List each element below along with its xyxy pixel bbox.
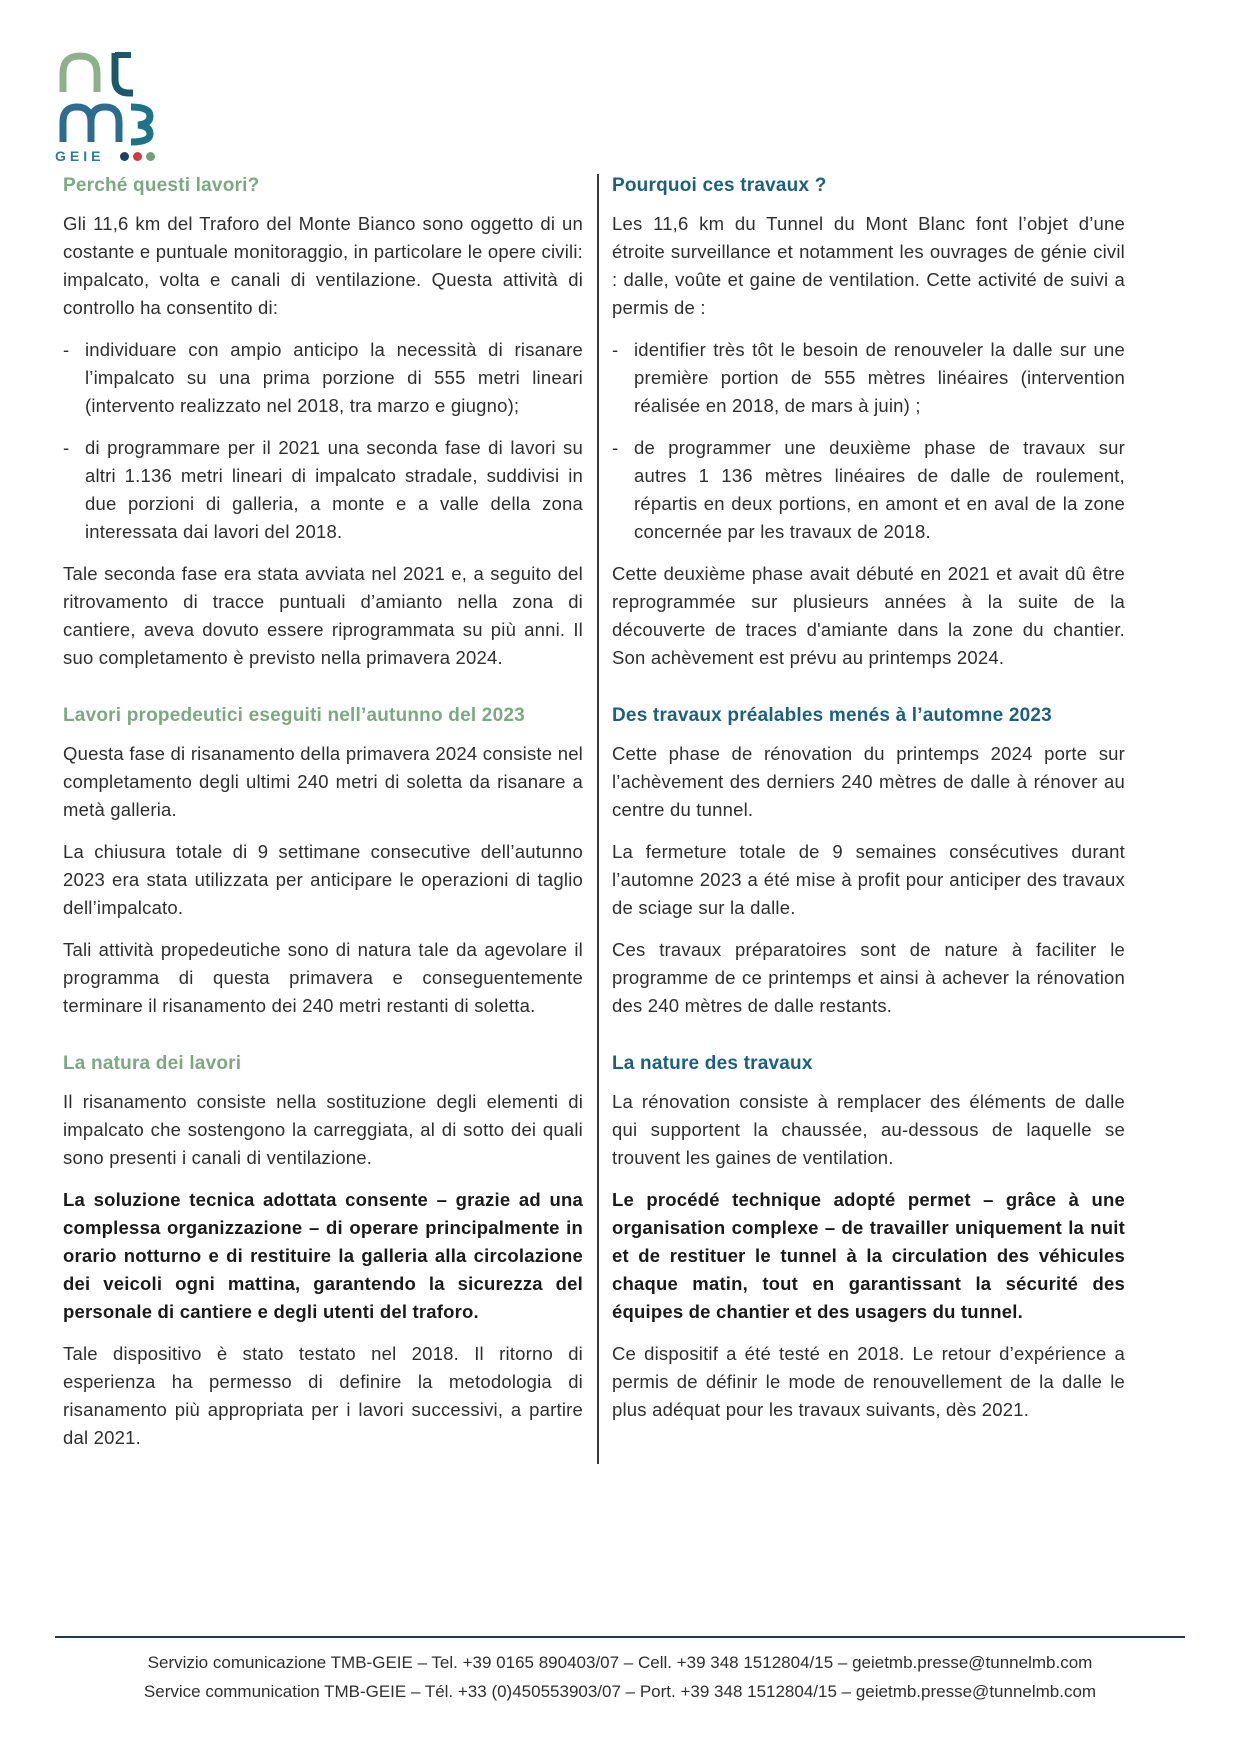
para-tested-2018-fr: Ce dispositif a été testé en 2018. Le retour d’expérience a permis de définir le mode de renouvellement de la dalle le plus adéquat pour les travaux suivants, dès 2021. xyxy=(612,1343,1125,1420)
bilingual-content xyxy=(63,172,1125,1466)
para-monitoring-fr: Les 11,6 km du Tunnel du Mont Blanc font l’objet d’une étroite surveillance et notamment les ouvrages de génie civil : dalle, voûte et gaine de ventilation. Cette activité de suivi a permis de : xyxy=(612,213,1125,318)
logo-letter-b xyxy=(131,107,150,142)
para-asbestos-reprogramming-it: Tale seconda fase era stata avviata nel 2021 e, a seguito del ritrovamento di tracce puntuali d’amianto nella zona di cantiere, aveva dovuto essere riprogrammata su più anni. Il suo completamento è previsto nella primavera 2024. xyxy=(63,563,583,668)
footer-line-italian: Servizio comunicazione TMB-GEIE – Tel. +39 0165 890403/07 – Cell. +39 348 1512804/15 – geietmb.presse@tunnelmb.com xyxy=(147,1653,1093,1672)
heading-why-these-works-fr: Pourquoi ces travaux ? xyxy=(612,175,827,196)
logo-dot-navy-icon xyxy=(120,152,129,161)
columns-grid xyxy=(63,172,1125,1466)
heading-nature-of-works-it: La natura dei lavori xyxy=(63,1053,242,1074)
bullet-marker: - xyxy=(612,437,619,458)
para-asbestos-reprogramming-fr: Cette deuxième phase avait débuté en 2021 et avait dû être reprogrammée sur plusieurs années à la suite de la découverte de traces d'amiante dans la zone du chantier. Son achèvement est prévu au printemps 2024. xyxy=(612,563,1125,668)
para-deck-replacement-fr: La rénovation consiste à remplacer des éléments de dalle qui supportent la chaussée, au-dessous de laquelle se trouvent les gaines de ventilation. xyxy=(612,1091,1125,1168)
bullet-first-portion-it: - individuare con ampio anticipo la necessità di risanare l’impalcato su una prima porzione di 555 metri lineari (intervento realizzato nel 2018, tra marzo e giugno); xyxy=(63,336,583,434)
footer-contacts xyxy=(0,1648,1240,1706)
logo-dot-green-icon xyxy=(146,152,155,161)
bullet-second-phase-fr: - de programmer une deuxième phase de travaux sur autres 1 136 mètres linéaires de dalle de roulement, répartis en deux portions, en amont et en aval de la zone concernée par les travaux de 2018. xyxy=(612,434,1125,560)
para-preparatory-works-fr: Ces travaux préparatoires sont de nature à faciliter le programme de ce printemps et ainsi à achever la rénovation des 240 mètres de dalle restants. xyxy=(612,939,1125,1016)
heading-preliminary-works-fr: Des travaux préalables menés à l’automne 2023 xyxy=(612,705,1052,726)
heading-preliminary-works-it: Lavori propedeutici eseguiti nell’autunno del 2023 xyxy=(63,705,525,726)
logo-dots xyxy=(120,152,155,161)
para-technical-solution-fr: Le procédé technique adopté permet – grâce à une organisation complexe – de travailler uniquement la nuit et de restituer le tunnel à la circulation des véhicules chaque matin, tout en garantissant la sécurité des équipes de chantier et des usagers du tunnel. xyxy=(612,1189,1125,1322)
bullet-marker: - xyxy=(63,339,70,360)
para-preparatory-works-it: Tali attività propedeutiche sono di natura tale da agevolare il programma di questa primavera e conseguentemente terminare il risanamento dei 240 metri restanti di soletta. xyxy=(63,939,583,1016)
para-nine-weeks-closure-it: La chiusura totale di 9 settimane consecutive dell’autunno 2023 era stata utilizzata per anticipare le operazioni di taglio dell’impalcato. xyxy=(63,841,583,918)
bullet-marker: - xyxy=(612,339,619,360)
para-240-metres-fr: Cette phase de rénovation du printemps 2024 porte sur l’achèvement des derniers 240 mètres de dalle à rénover au centre du tunnel. xyxy=(612,743,1125,820)
para-deck-replacement-it: Il risanamento consiste nella sostituzione degli elementi di impalcato che sostengono la carreggiata, al di sotto dei quali sono presenti i canali di ventilazione. xyxy=(63,1091,583,1168)
tmb-geie-logo xyxy=(55,46,163,164)
column-divider xyxy=(597,174,599,1464)
footer-line-french: Service communication TMB-GEIE – Tél. +33 (0)450553903/07 – Port. +39 348 1512804/15 – geietmb.presse@tunnelmb.com xyxy=(143,1682,1097,1701)
heading-nature-of-works-fr: La nature des travaux xyxy=(612,1053,813,1074)
logo-letter-t xyxy=(115,53,133,93)
para-monitoring-it: Gli 11,6 km del Traforo del Monte Bianco sono oggetto di un costante e puntuale monitoraggio, in particolare le opere civili: impalcato, volta e canali di ventilazione. Questa attività di controllo ha consentito di: xyxy=(63,213,583,318)
para-nine-weeks-closure-fr: La fermeture totale de 9 semaines consécutives durant l’automne 2023 a été mise à profit pour anticiper des travaux de sciage sur la dalle. xyxy=(612,841,1125,918)
bullet-second-phase-it: - di programmare per il 2021 una seconda fase di lavori su altri 1.136 metri lineari di impalcato stradale, suddivisi in due porzioni di galleria, a monte e a valle della zona interessata dai lavori del 2018. xyxy=(63,434,583,560)
logo-dot-red-icon xyxy=(133,152,142,161)
heading-why-these-works-it: Perché questi lavori? xyxy=(63,175,260,196)
para-240-metres-it: Questa fase di risanamento della primavera 2024 consiste nel completamento degli ultimi 240 metri di soletta da risanare a metà galleria. xyxy=(63,743,583,820)
bullet-first-portion-fr: - identifier très tôt le besoin de renouveler la dalle sur une première portion de 555 mètres linéaires (intervention réalisée en 2018, de mars à juin) ; xyxy=(612,336,1125,434)
logo-letter-m xyxy=(63,107,119,142)
logo-letter-n xyxy=(63,56,97,92)
para-tested-2018-it: Tale dispositivo è stato testato nel 2018. Il ritorno di esperienza ha permesso di definire la metodologia di risanamento più appropriata per i lavori successivi, a partire dal 2021. xyxy=(63,1343,583,1448)
footer-rule xyxy=(55,1636,1185,1638)
para-technical-solution-it: La soluzione tecnica adottata consente – grazie ad una complessa organizzazione – di operare principalmente in orario notturno e di restituire la galleria alla circolazione dei veicoli ogni mattina, garantendo la sicurezza del personale di cantiere e degli utenti del traforo. xyxy=(63,1189,583,1322)
bullet-marker: - xyxy=(63,437,70,458)
logo-caption: GEIE xyxy=(55,148,105,164)
tmb-logo-letters-icon xyxy=(55,46,160,146)
